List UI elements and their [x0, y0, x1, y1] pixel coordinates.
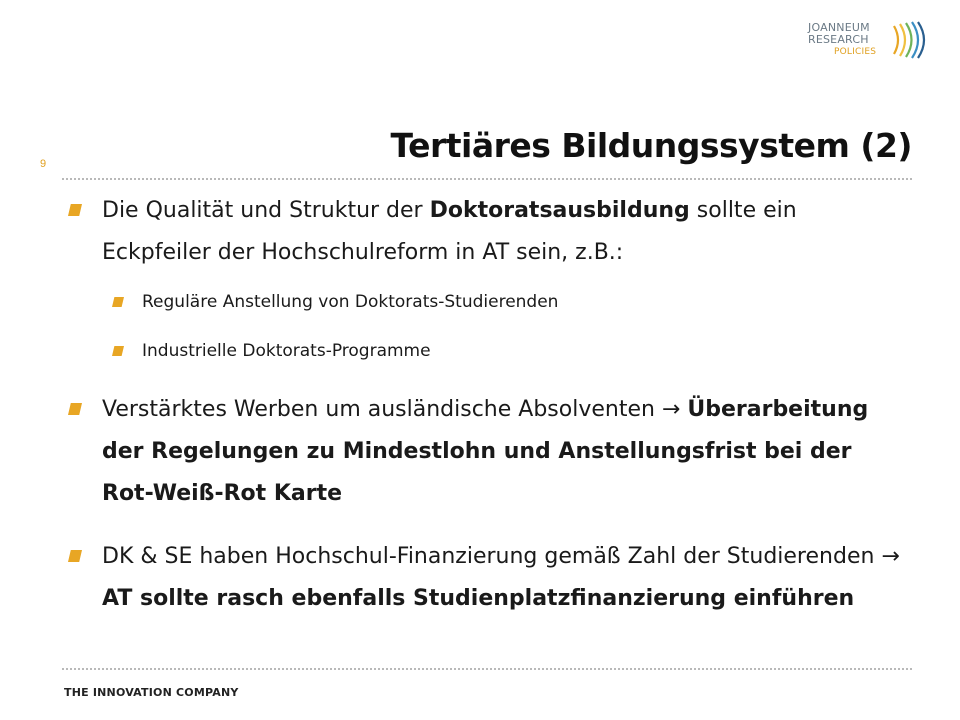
bullet-bold-text: Überarbeitung der Regelungen zu Mindestlohn und Anstellungsfrist bei der Rot-Weiß-Rot Karte [102, 397, 869, 506]
slide-title: Tertiäres Bildungssystem (2) [390, 126, 912, 165]
bottom-dotted-divider [62, 668, 912, 670]
bullet-text: DK & SE haben Hochschul-Finanzierung gemäß Zahl der Studierenden [102, 544, 875, 569]
logo-line3: POLICIES [834, 47, 877, 57]
bullet-marker-icon [68, 204, 82, 216]
bullet-doktoratsausbildung [102, 190, 902, 274]
page-number: 9 [40, 158, 47, 170]
sub-bullet-anstellung [142, 290, 902, 314]
sub-bullet-text: Reguläre Anstellung von Doktorats-Studierenden [142, 292, 559, 312]
bullet-text-continued: sollte ein Eckpfeiler der Hochschulreform in AT sein, z.B.: [102, 198, 797, 265]
footer-tagline: THE INNOVATION COMPANY [64, 686, 239, 699]
bullet-bold-text: AT sollte rasch ebenfalls Studienplatzfinanzierung einführen [102, 586, 855, 611]
logo-line1: JOANNEUM [808, 21, 870, 34]
bullet-marker-icon [68, 403, 82, 415]
bullet-absolventen [102, 389, 902, 515]
arrow-right-icon: → [661, 397, 681, 422]
bullet-text: Die Qualität und Struktur der [102, 198, 430, 223]
sub-bullet-marker-icon [112, 297, 124, 307]
bullet-marker-icon [68, 550, 82, 562]
arrow-right-icon: → [881, 544, 900, 569]
sub-bullet-text: Industrielle Doktorats-Programme [142, 341, 431, 361]
bullet-finanzierung [102, 536, 902, 620]
bullet-bold-text: Doktoratsausbildung [429, 198, 690, 223]
sub-bullet-programme [142, 339, 902, 363]
logo-line2: RESEARCH [808, 33, 869, 46]
sub-bullet-marker-icon [112, 346, 124, 356]
bullet-text: Verstärktes Werben um ausländische Absolventen [102, 397, 655, 422]
